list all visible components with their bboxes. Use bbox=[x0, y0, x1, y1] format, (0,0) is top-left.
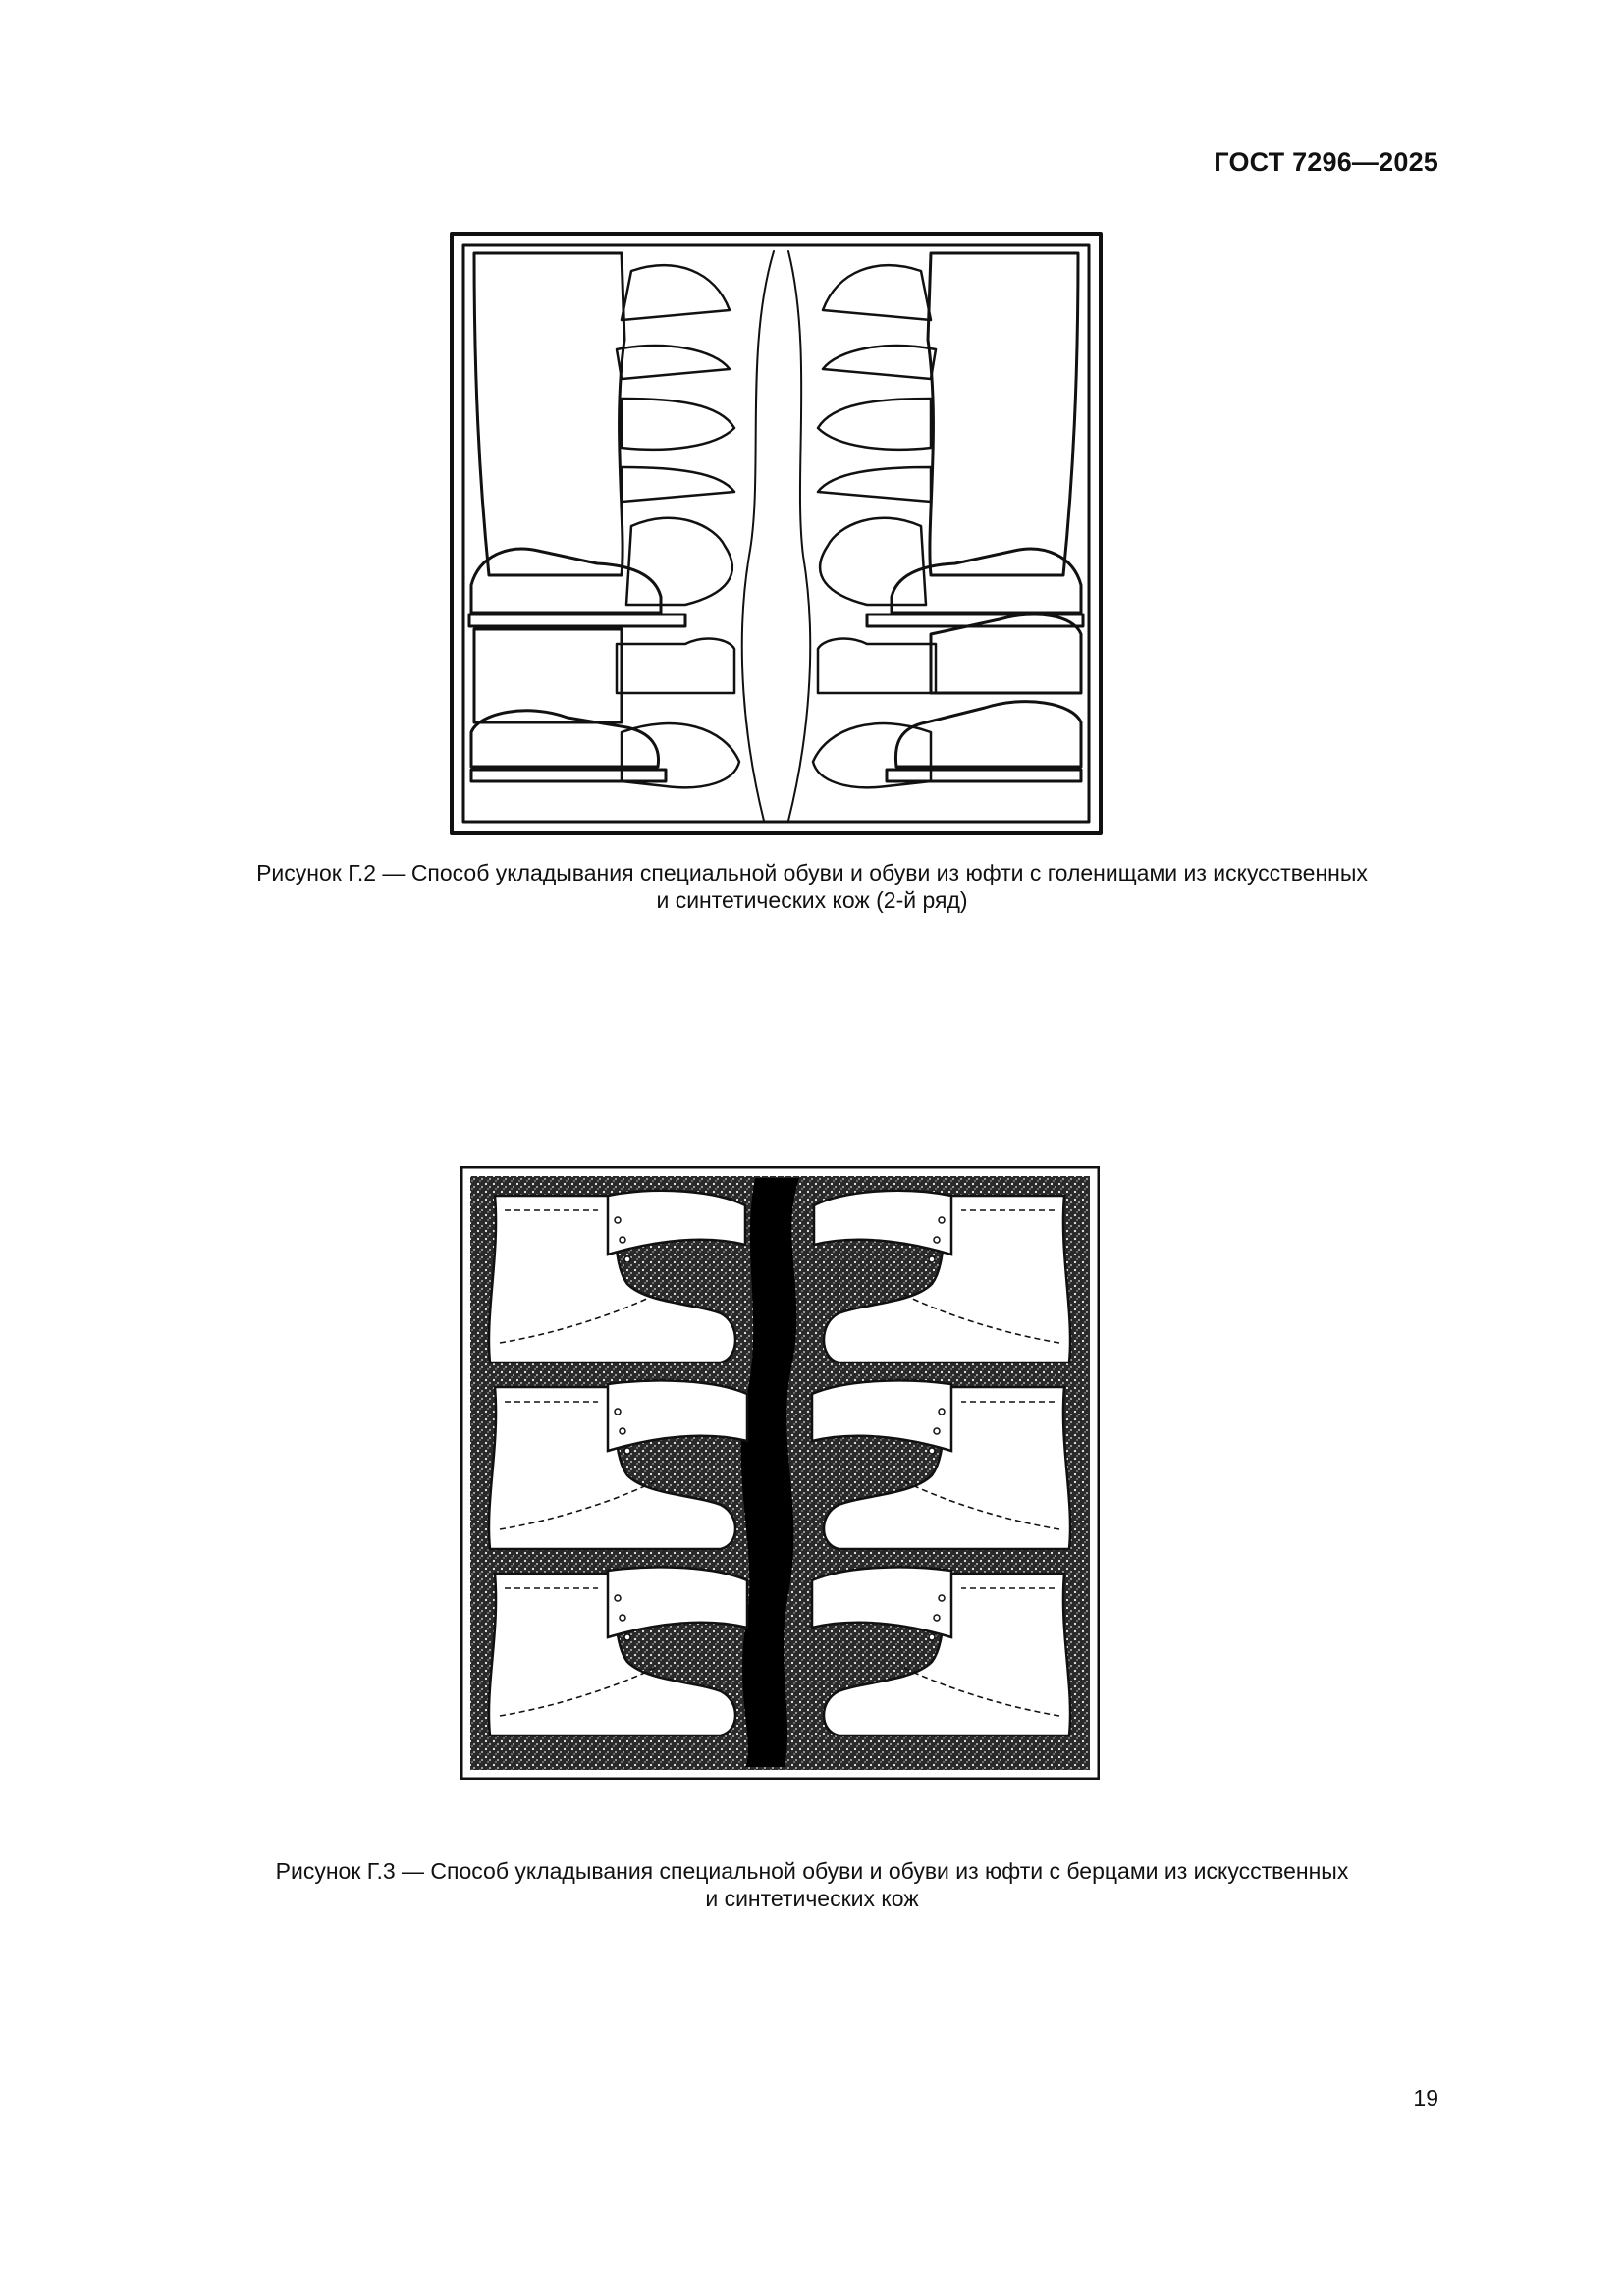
figure-g2-boots-packing-image bbox=[450, 232, 1103, 835]
right-inner-boots-shapes bbox=[813, 265, 936, 787]
document-header-standard: ГОСТ 7296—2025 bbox=[1214, 147, 1438, 177]
figure-g2-caption-line1: Рисунок Г.2 — Способ укладывания специальной обуви и обуви из юфти с голенищами из искусственных bbox=[256, 860, 1368, 885]
figure-g3-boots-packing-image bbox=[460, 1166, 1100, 1780]
figure-g2-caption bbox=[0, 859, 1624, 914]
lower-left-boot-shapes bbox=[471, 629, 666, 781]
figure-g3-caption bbox=[0, 1857, 1624, 1912]
left-boot-shaft-shape bbox=[469, 253, 685, 626]
left-inner-boots-shapes bbox=[617, 265, 739, 787]
figure-g3-caption-line1: Рисунок Г.3 — Способ укладывания специальной обуви и обуви из юфти с берцами из искусственных bbox=[275, 1858, 1349, 1884]
figure-g2-caption-line2: и синтетических кож (2-й ряд) bbox=[656, 887, 968, 913]
lower-right-boot-shapes bbox=[887, 614, 1081, 781]
figure-g3-caption-line2: и синтетических кож bbox=[705, 1886, 919, 1911]
page-number: 19 bbox=[1413, 2085, 1438, 2110]
right-boot-shaft-shape bbox=[867, 253, 1083, 626]
